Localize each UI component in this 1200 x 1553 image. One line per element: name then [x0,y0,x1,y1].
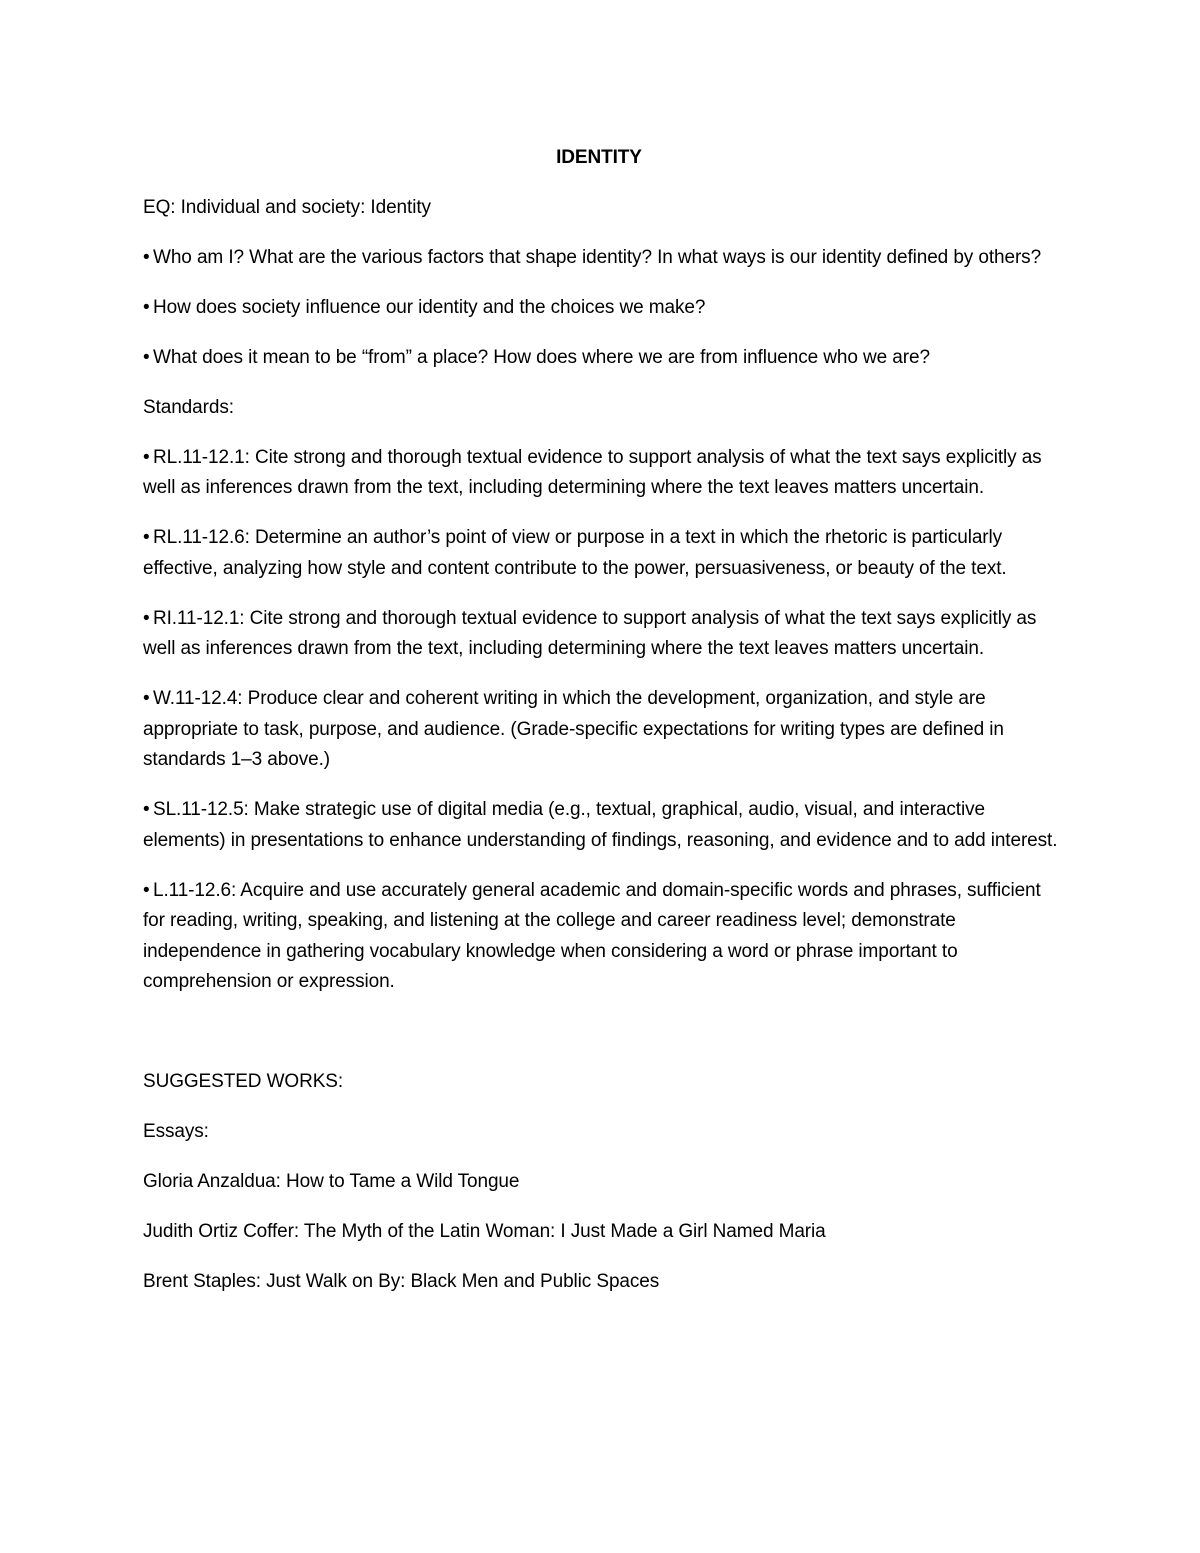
standard-item [143,876,1063,998]
question-text: How does society influence our identity and the choices we make? [153,296,706,318]
question-item [143,293,1063,324]
standard-text: W.11-12.4: Produce clear and coherent writing in which the development, organization, and style are appropriate to task, purpose, and audience. (Grade-specific expectations for writing types are defined in standards 1–3 above.) [143,688,1004,770]
standard-item [143,443,1063,504]
suggested-works-heading: SUGGESTED WORKS: [143,1071,344,1092]
standard-text: RL.11-12.6: Determine an author’s point of view or purpose in a text in which the rhetoric is particularly effective, analyzing how style and content contribute to the power, persuasiveness, or beauty of the text. [143,527,1007,579]
bullet-icon: • [143,688,150,709]
bullet-icon: • [143,879,150,901]
essays-heading: Essays: [143,1121,209,1142]
standard-item [143,523,1063,584]
section-spacer [143,1017,1063,1067]
document-body [143,143,1063,1317]
standard-text: L.11-12.6: Acquire and use accurately general academic and domain-specific words and phrases, sufficient for reading, writing, speaking, and listening at the college and career readiness level; demonstrate independence in gathering vocabulary knowledge when considering a word or phrase important to comprehension or expression. [143,879,1041,992]
eq-line: EQ: Individual and society: Identity [143,196,431,218]
essay-item: Brent Staples: Just Walk on By: Black Men and Public Spaces [143,1271,660,1292]
standard-item [143,795,1063,856]
standard-text: RL.11-12.1: Cite strong and thorough textual evidence to support analysis of what the text says explicitly as well as inferences drawn from the text, including determining where the text leaves matters uncertain. [143,446,1042,498]
standard-text: SL.11-12.5: Make strategic use of digital media (e.g., textual, graphical, audio, visual, and interactive elements) in presentations to enhance understanding of findings, reasoning, and evidence and to add interest. [143,799,1058,851]
essay-item: Gloria Anzaldua: How to Tame a Wild Tongue [143,1171,520,1192]
standards-heading: Standards: [143,396,234,418]
standard-item [143,604,1063,665]
question-item [143,243,1063,274]
page-title: IDENTITY [556,147,642,168]
bullet-icon: • [143,296,150,318]
question-item [143,343,1063,374]
bullet-icon: • [143,527,150,548]
bullet-icon: • [143,246,150,268]
bullet-icon: • [143,799,150,820]
question-text: What does it mean to be “from” a place? How does where we are from influence who we are? [153,346,930,368]
standard-text: RI.11-12.1: Cite strong and thorough textual evidence to support analysis of what the text says explicitly as well as inferences drawn from the text, including determining where the text leaves matters uncertain. [143,607,1037,659]
bullet-icon: • [143,446,150,468]
bullet-icon: • [143,607,150,629]
essay-item: Judith Ortiz Coffer: The Myth of the Latin Woman: I Just Made a Girl Named Maria [143,1221,826,1242]
bullet-icon: • [143,346,150,368]
standard-item [143,684,1063,776]
question-text: Who am I? What are the various factors that shape identity? In what ways is our identity defined by others? [153,246,1042,268]
